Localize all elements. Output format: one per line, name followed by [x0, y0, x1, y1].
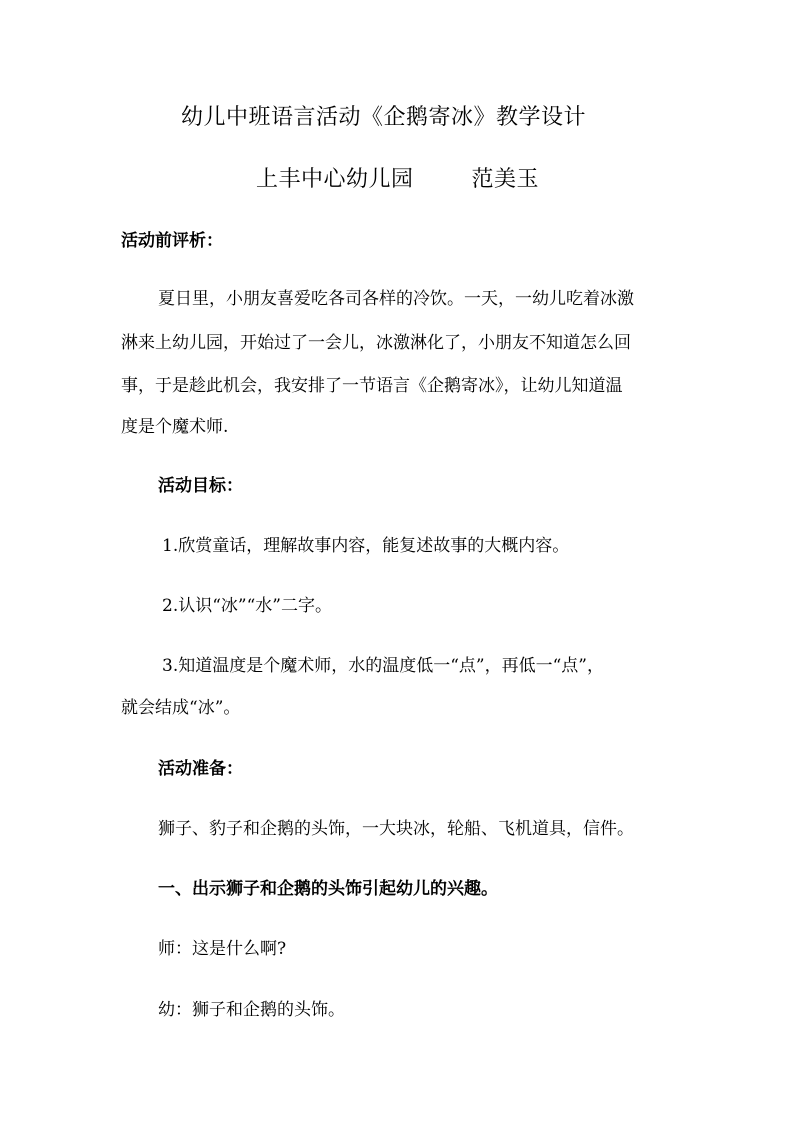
goal-item-1: 1.欣赏童话，理解故事内容，能复述故事的大概内容。: [162, 536, 570, 556]
section-1-heading: 一、出示狮子和企鹅的头饰引起幼儿的兴趣。: [158, 879, 498, 899]
dialogue-child: 幼：狮子和企鹅的头饰。: [158, 1000, 345, 1020]
preparation-heading: 活动准备：: [158, 759, 243, 779]
analysis-line-2: 淋来上幼儿园，开始过了一会儿，冰激淋化了，小朋友不知道怎么回: [121, 333, 631, 353]
document-subtitle: [256, 166, 539, 194]
goals-heading: 活动目标：: [158, 476, 243, 496]
goal-item-3-line-2: 就会结成“冰”。: [121, 698, 241, 718]
dialogue-teacher: 师：这是什么啊?: [158, 939, 287, 959]
analysis-heading: 活动前评析：: [121, 231, 223, 251]
preparation-text: 狮子、豹子和企鹅的头饰，一大块冰，轮船、飞机道具，信件。: [158, 819, 634, 839]
goal-item-3-line-1: 3.知道温度是个魔术师，水的温度低一“点”，再低一“点”，: [162, 656, 604, 676]
document-title: 幼儿中班语言活动《企鹅寄冰》教学设计: [181, 105, 587, 130]
author-name: 范美玉: [471, 167, 540, 192]
school-name: 上丰中心幼儿园: [256, 167, 414, 192]
analysis-line-1: 夏日里，小朋友喜爱吃各司各样的冷饮。一天，一幼儿吃着冰激: [158, 289, 634, 309]
analysis-line-4: 度是个魔术师.: [121, 417, 229, 437]
goal-item-2: 2.认识“冰”“水”二字。: [162, 596, 332, 616]
analysis-line-3: 事，于是趁此机会，我安排了一节语言《企鹅寄冰》，让幼儿知道温: [121, 376, 623, 396]
